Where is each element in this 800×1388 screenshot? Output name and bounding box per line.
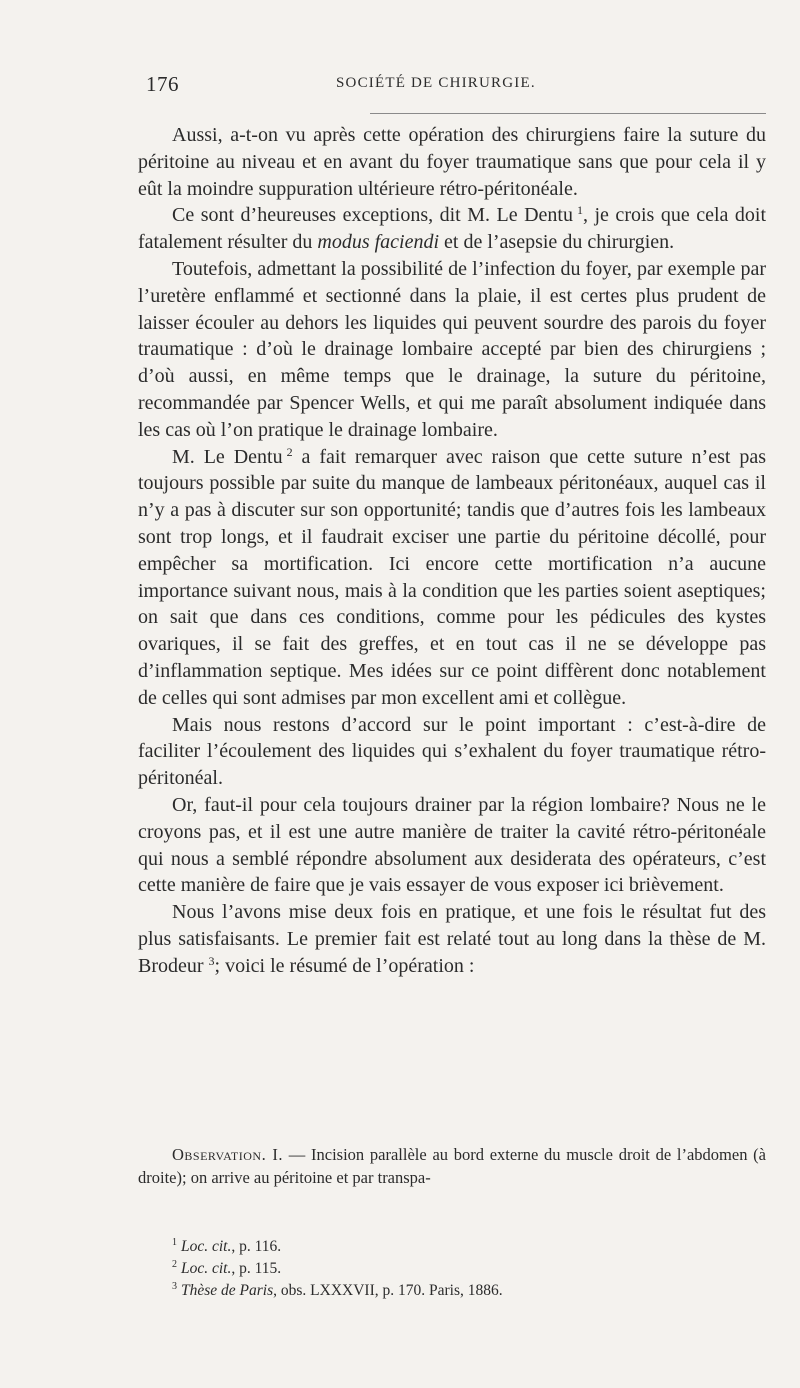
paragraph-6: Or, faut-il pour cela toujours drainer par la région lombaire? Nous ne le croyons pas, et il est une autre manière de traiter la cavité rétro-péritonéale qui nous a semblé répondre absolument aux desiderata des opérateurs, c’est cette manière de faire que je vais essayer de vous exposer ici brièvement.: [138, 793, 766, 897]
footnote-2: [172, 1258, 766, 1280]
header-rule: [370, 113, 766, 114]
footnote-mark: 2: [172, 1259, 177, 1270]
paragraph-4: [138, 444, 766, 712]
footnote-ref-3: 3: [208, 953, 215, 968]
paragraph-7: [138, 899, 766, 979]
paragraph-3: Toutefois, admettant la possibilité de l’infection du foyer, par exemple par l’uretère enflammé et sectionné dans la plaie, il est certes plus prudent de laisser écouler au dehors les liquides qui peuvent sourdre des parois du foyer traumatique : d’où le drainage lombaire accepté par bien des chirurgiens ; d’où aussi, en même temps que le drainage, la suture du péritoine, recommandée par Spencer Wells, et qui me paraît absolument indiquée dans les cas où l’on pratique le drainage lombaire.: [138, 257, 766, 441]
footnote-mark: 1: [172, 1237, 177, 1248]
paragraph-2-italic: modus faciendi: [317, 231, 440, 254]
footnote-source: Loc. cit.: [181, 1238, 232, 1255]
paragraph-2-text-b: , je crois que cela doit fatalement résulter du: [138, 204, 766, 254]
footnote-1: [172, 1236, 766, 1258]
footnote-source: Loc. cit.: [181, 1260, 232, 1277]
paragraph-1: Aussi, a-t-on vu après cette opération des chirurgiens faire la suture du péritoine au niveau et en avant du foyer traumatique sans que pour cela il y eût la moindre suppuration ultérieure rétro-péritonéale.: [138, 124, 766, 200]
footnote-text: , p. 115.: [231, 1260, 282, 1277]
footnote-3: [172, 1280, 766, 1302]
footnotes: [172, 1236, 766, 1302]
paragraph-2-text-a: Ce sont d’heureuses exceptions, dit M. Le Dentu: [172, 204, 573, 227]
paragraph-7-text-a: Nous l’avons mise deux fois en pratique, et une fois le résultat fut des plus satisfaisants. Le premier fait est relaté tout au long dans la thèse de M. Brodeur: [138, 901, 766, 977]
footnote-text: , obs. LXXXVII, p. 170. Paris, 1886.: [273, 1282, 503, 1299]
paragraph-5: Mais nous restons d’accord sur le point important : c’est-à-dire de faciliter l’écoulement des liquides qui s’exhalent du foyer traumatique rétro-péritonéal.: [138, 713, 766, 790]
footnote-ref-1: 1: [577, 203, 583, 218]
observation-label: Observation. I.: [172, 1145, 284, 1164]
running-title: SOCIÉTÉ DE CHIRURGIE.: [336, 75, 536, 91]
footnote-source: Thèse de Paris: [181, 1282, 274, 1299]
page-number: 176: [146, 72, 179, 96]
paragraph-7-text-b: ; voici le résumé de l’opération :: [214, 954, 475, 977]
paragraph-4-text-b: a fait remarquer avec raison que cette suture n’est pas toujours possible par suite du manque de lambeaux péritonéaux, auquel cas il n’y a pas à discuter sur son opportunité; tandis que d’autres fois les lambeaux sont trop longs, et il faudrait exciser une partie du péritoine décollé, pour empêcher sa mortification. Ici encore cette mortification n’a aucune importance suivant nous, mais à la condition que les parties soient aseptiques; on sait que dans ces conditions, comme pour les pédicules des kystes ovariques, il se fait des greffes, et en tout cas il ne se développe pas d’inflammation septique. Mes idées sur ce point diffèrent donc notablement de celles qui sont admises par mon excellent ami et collègue.: [138, 445, 766, 709]
page-header: [138, 72, 766, 96]
observation-text: — Incision parallèle au bord externe du muscle droit de l’abdomen (à droite); on arrive au péritoine et par transpa-: [138, 1145, 767, 1187]
paragraph-2: [138, 202, 766, 256]
paragraph-4-text-a: M. Le Dentu: [172, 445, 283, 468]
footnote-mark: 3: [172, 1281, 177, 1292]
paragraph-2-text-c: et de l’asepsie du chirurgien.: [444, 231, 675, 254]
body-text: [138, 122, 766, 980]
observation: [138, 1143, 766, 1189]
observation-paragraph: [138, 1143, 766, 1189]
footnote-text: , p. 116.: [231, 1238, 282, 1255]
footnote-ref-2: 2: [286, 444, 293, 459]
